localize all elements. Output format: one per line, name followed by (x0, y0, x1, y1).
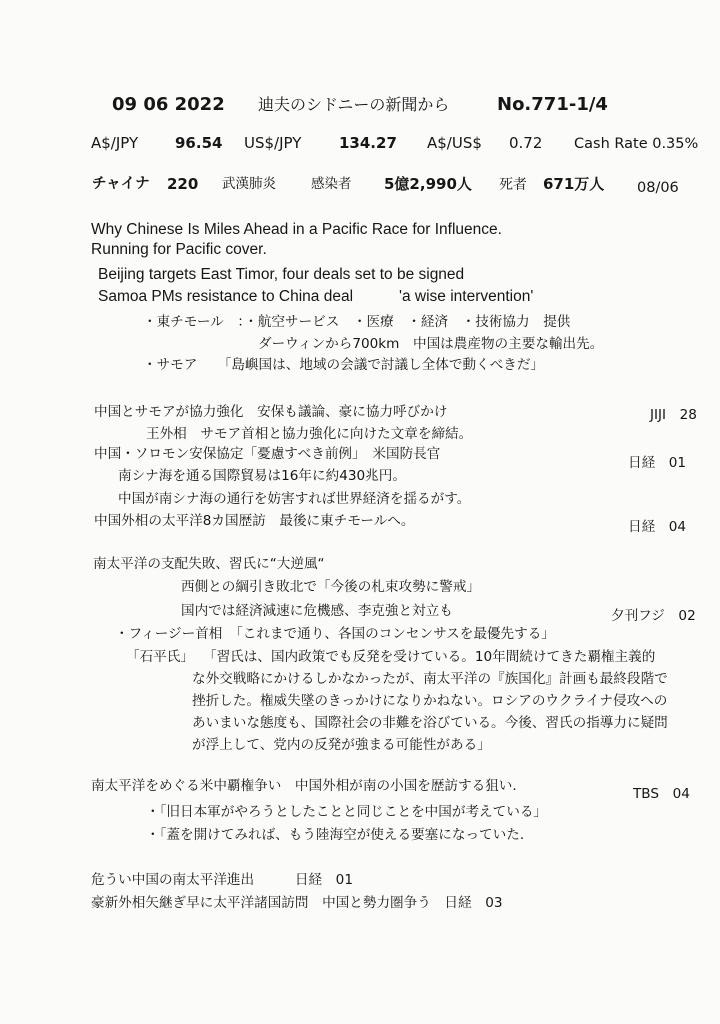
covid-cases: 5億2,990人 (384, 175, 472, 193)
news-solomon: 中国・ソロモン安保協定「憂慮すべき前例」 米国防長官 (94, 446, 441, 462)
footer-headline-1: 危うい中国の南太平洋進出 日経 01 (91, 872, 353, 888)
usd-jpy-value: 134.27 (339, 134, 397, 152)
aud-usd-label: A$/US$ (427, 134, 482, 152)
headline-english-1: Why Chinese Is Miles Ahead in a Pacific Race for Influence. (91, 221, 502, 238)
bullet-fiji-pm: ・フィージー首相 「これまで通り、各国のコンセンサスを最優先する」 (115, 626, 555, 642)
yuukan-sub-2: 国内では経済減速に危機感、李克強と対立も (181, 603, 453, 619)
quote-line-3: 挫折した。権威失墜のきっかけになりかねない。ロシアのウクライナ侵攻への (192, 693, 668, 709)
aud-jpy-label: A$/JPY (91, 134, 139, 152)
cash-rate: Cash Rate 0.35% (574, 136, 699, 152)
news-south-china-sea-trade: 南シナ海を通る国際貿易は16年に約430兆円。 (118, 468, 406, 484)
bullet-east-timor: ・東チモール ：・航空サービス ・医療 ・経済 ・技術協力 提供 (143, 314, 571, 330)
covid-disease: 武漢肺炎 (222, 176, 276, 192)
report-date: 09 06 2022 (112, 94, 225, 115)
news-wang-samoa: 王外相 サモア首相と協力強化に向けた文章を締結。 (146, 426, 473, 442)
news-pacific-tour: 中国外相の太平洋8カ国歴訪 最後に東チモールへ。 (94, 513, 415, 529)
covid-date: 08/06 (637, 180, 679, 196)
aud-usd-value: 0.72 (509, 134, 543, 152)
quote-line-2: な外交戦略にかけるしかなかったが、南太平洋の『族国化』計画も最終段階で (192, 671, 668, 687)
covid-cases-label: 感染者 (311, 176, 352, 192)
quote-line-4: あいまいな態度も、国際社会の非難を浴びている。今後、習氏の指導力に疑問 (192, 715, 668, 731)
quote-line-5: が浮上して、党内の反発が強まる可能性がある」 (192, 737, 491, 753)
news-south-china-sea-block: 中国が南シナ海の通行を妨害すれば世界経済を揺るがす。 (118, 491, 471, 507)
headline-english-2: Running for Pacific cover. (91, 241, 267, 258)
yuukan-headline: 南太平洋の支配失敗、習氏に“大逆風“ (93, 556, 325, 572)
tbs-headline: 南太平洋をめぐる米中覇権争い 中国外相が南の小国を歴訪する狙い. (91, 778, 517, 794)
quote-speaker: 「石平氏」 (126, 649, 194, 665)
usd-jpy-label: US$/JPY (244, 134, 302, 152)
headline-english-4: Samoa PMs resistance to China deal (98, 288, 354, 305)
source-jiji: JIJI 28 (650, 407, 697, 423)
report-title: 迪夫のシドニーの新聞から (258, 95, 450, 114)
bullet-samoa: ・サモア 「島嶼国は、地域の会議で討議し全体で動くべきだ」 (143, 357, 545, 373)
covid-country: チャイナ (92, 176, 150, 192)
tbs-bullet-1: ・｢旧日本軍がやろうとしたことと同じことを中国が考えている」 (146, 804, 548, 820)
footer-headline-2: 豪新外相矢継ぎ早に太平洋諸国訪問 中国と勢力圏争う 日経 03 (91, 895, 503, 911)
bullet-east-timor-detail: ダーウィンから700km 中国は農産物の主要な輸出先。 (258, 336, 604, 352)
covid-deaths-label: 死者 (499, 177, 527, 193)
source-tbs: TBS 04 (633, 786, 690, 802)
yuukan-sub-1: 西側との綱引き敗北で「今後の札束攻勢に警戒」 (181, 579, 481, 595)
news-china-samoa: 中国とサモアが協力強化 安保も議論、豪に協力呼びかけ (94, 404, 448, 420)
covid-count: 220 (167, 175, 199, 193)
report-number: No.771-1/4 (497, 94, 608, 115)
covid-deaths: 671万人 (543, 175, 605, 193)
headline-english-3: Beijing targets East Timor, four deals set to be signed (98, 266, 465, 283)
source-yuukan-fuji: 夕刊フジ 02 (611, 608, 696, 624)
tbs-bullet-2: ・｢蓋を開けてみれば、もう陸海空が使える要塞になっていた. (146, 827, 525, 843)
source-nikkei-01: 日経 01 (628, 455, 687, 471)
headline-english-4-quote: 'a wise intervention' (399, 288, 534, 305)
aud-jpy-value: 96.54 (175, 134, 223, 152)
source-nikkei-04: 日経 04 (628, 519, 687, 535)
quote-line-1: 「習氏は、国内政策でも反発を受けている。10年間続けてきた覇権主義的 (203, 649, 656, 665)
